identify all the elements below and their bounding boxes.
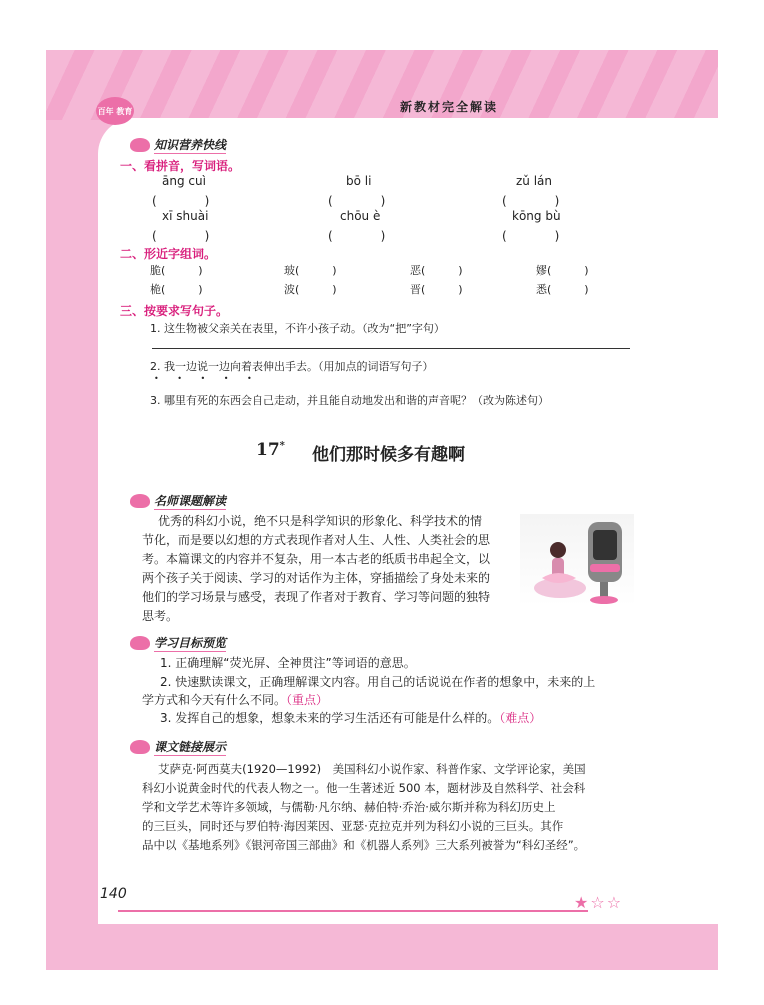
pinyin-3: zǔ lán bbox=[516, 174, 553, 188]
pinyin-5: chōu è bbox=[340, 209, 381, 223]
answer-blank-6[interactable]: ( ) bbox=[502, 229, 560, 243]
publisher-logo: 百年 教育 bbox=[96, 97, 134, 125]
answer-blank-5[interactable]: ( ) bbox=[328, 229, 386, 243]
q2-heading: 二、形近字组词。 bbox=[120, 247, 217, 261]
pinyin-6: kōng bù bbox=[512, 209, 561, 223]
char-pair-item[interactable]: 玻( ) bbox=[284, 264, 337, 277]
char-pair-item[interactable]: 悉( ) bbox=[536, 283, 589, 296]
answer-line[interactable] bbox=[152, 348, 630, 349]
char-group-1 bbox=[150, 262, 203, 297]
teacher-section-heading: 名师课题解读 bbox=[130, 490, 226, 509]
char-group-4 bbox=[536, 262, 589, 297]
goal-3: 3. 发挥自己的想象，想象未来的学习生活还有可能是什么样的。（难点） bbox=[160, 711, 542, 725]
goal-2: 2. 快速默读课文，正确理解课文内容。用自己的话说说在作者的想象中，未来的上 bbox=[160, 675, 596, 689]
goals-section-heading: 学习目标预览 bbox=[130, 632, 226, 651]
footer-rule bbox=[118, 910, 588, 912]
mascot-icon bbox=[130, 740, 150, 754]
key-point-tag: （重点） bbox=[286, 693, 329, 707]
pinyin-4: xī shuài bbox=[162, 209, 209, 223]
difficulty-stars: ★☆☆ bbox=[574, 893, 624, 912]
answer-blank-2[interactable]: ( ) bbox=[328, 194, 386, 208]
lesson-title: 他们那时候多有趣啊 bbox=[312, 445, 465, 465]
pinyin-1: āng cuì bbox=[162, 174, 206, 188]
char-pair-item[interactable]: 恶( ) bbox=[410, 264, 463, 277]
pinyin-2: bō li bbox=[346, 174, 372, 188]
mascot-icon bbox=[130, 636, 150, 650]
header-stripe bbox=[46, 50, 718, 120]
page-number: 140 bbox=[100, 886, 127, 902]
answer-blank-1[interactable]: ( ) bbox=[152, 194, 210, 208]
char-pair-item[interactable]: 桅( ) bbox=[150, 283, 203, 296]
goal-1: 1. 正确理解“荧光屏、全神贯注”等词语的意思。 bbox=[160, 656, 416, 670]
links-section-heading: 课文链接展示 bbox=[130, 736, 226, 755]
char-pair-item[interactable]: 波( ) bbox=[284, 283, 337, 296]
lesson-number: 17* bbox=[256, 440, 285, 460]
author-bio: 艾萨克·阿西莫夫(1920—1992) 美国科幻小说作家、科普作家、文学评论家，美国 科幻小说黄金时代的代表人物之一。他一生著述近 500 本，题材涉及自然科学、社会科 学和文学艺术等许多领域，与儒勒·凡尔纳、赫伯特·乔治·威尔斯并称为科幻历史上 的三巨头，同时还与罗伯特·海因莱因、亚瑟·克拉克并列为科幻小说的三巨头。其作 品中以《基地系列》《银河帝国三部曲》和《机器人系列》三大系列被誉为“科幻圣经”。 bbox=[142, 762, 586, 852]
knowledge-section-heading: 知识营养快线 bbox=[130, 134, 226, 153]
emphasis-dots: • • • • • bbox=[154, 374, 260, 383]
answer-blank-3[interactable]: ( ) bbox=[502, 194, 560, 208]
answer-blank-4[interactable]: ( ) bbox=[152, 229, 210, 243]
q3-heading: 三、按要求写句子。 bbox=[120, 304, 229, 318]
mascot-icon bbox=[130, 494, 150, 508]
teacher-paragraph: 优秀的科幻小说，绝不只是科学知识的形象化、科学技术的情 节化，而是要以幻想的方式表现作者对人生、人性、人类社会的思 考。本篇课文的内容并不复杂，用一本古老的纸质书串起全文，以 两个孩子关于阅读、学习的对话作为主体，穿插描绘了身处未来的 他们的学习场景与感受，表现了作者对于教育、学习等问题的独特 思考。 bbox=[142, 514, 491, 623]
book-title: 新教材完全解读 bbox=[400, 100, 499, 114]
sentence-task-3: 3. 哪里有死的东西会自己走动，并且能自动地发出和谐的声音呢？（改为陈述句） bbox=[150, 394, 549, 407]
sentence-task-1: 1. 这生物被父亲关在表里，不许小孩子动。（改为“把”字句） bbox=[150, 322, 445, 335]
sentence-task-2: 2. 我一边说一边向着表伸出手去。（用加点的词语写句子） bbox=[150, 360, 434, 373]
q1-heading: 一、看拼音，写词语。 bbox=[120, 159, 241, 173]
char-group-3 bbox=[410, 262, 463, 297]
mascot-icon bbox=[130, 138, 150, 152]
difficulty-tag: （难点） bbox=[499, 711, 542, 725]
char-pair-item[interactable]: 脆( ) bbox=[150, 264, 203, 277]
char-pair-item[interactable]: 嫪( ) bbox=[536, 264, 589, 277]
illustration-girl-robot bbox=[520, 514, 634, 606]
goal-2-continued: 学方式和今天有什么不同。（重点） bbox=[142, 693, 329, 707]
char-group-2 bbox=[284, 262, 337, 297]
char-pair-item[interactable]: 晋( ) bbox=[410, 283, 463, 296]
